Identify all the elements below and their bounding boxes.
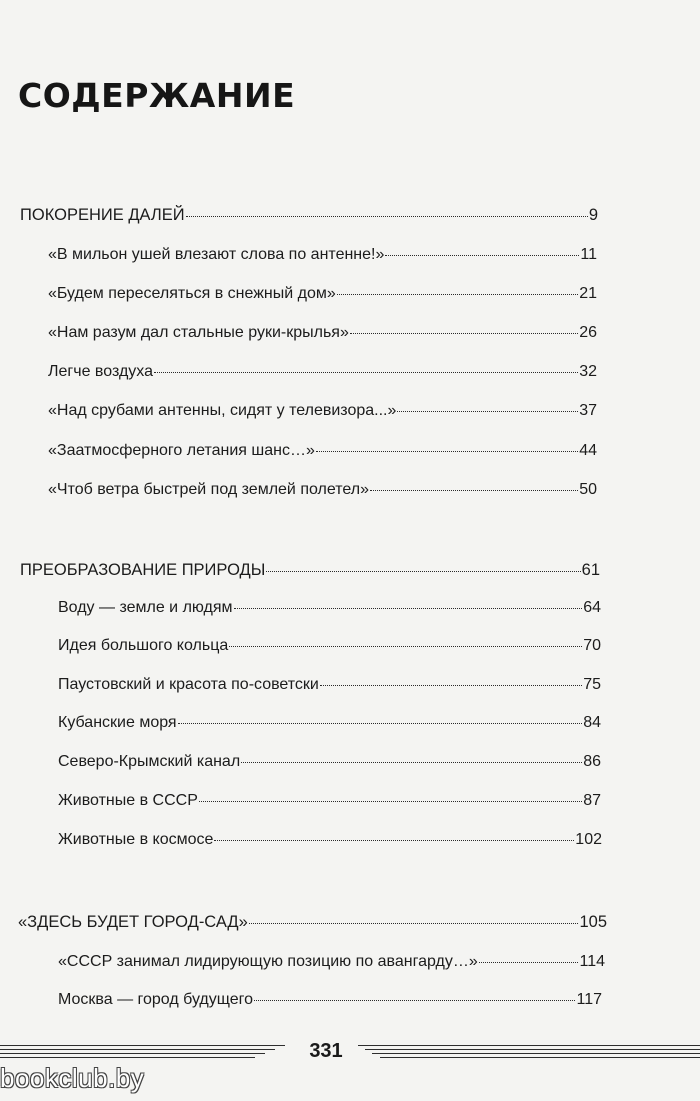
toc-item-title: «Будем переселяться в снежный дом» bbox=[48, 285, 336, 302]
toc-item[interactable] bbox=[48, 284, 597, 304]
footer-line bbox=[0, 1057, 255, 1058]
dot-leader bbox=[320, 685, 582, 686]
dot-leader bbox=[241, 762, 582, 763]
dot-leader bbox=[254, 1000, 575, 1001]
dot-leader bbox=[199, 801, 582, 802]
toc-page-number: 70 bbox=[583, 637, 601, 654]
toc-item[interactable] bbox=[58, 990, 602, 1010]
footer-line bbox=[365, 1049, 700, 1050]
toc-item-title: Легче воздуха bbox=[48, 363, 153, 380]
toc-page-number: 117 bbox=[576, 991, 602, 1008]
dot-leader bbox=[479, 962, 579, 963]
toc-item-title: Паустовский и красота по-советски bbox=[58, 676, 319, 693]
toc-page-number: 86 bbox=[583, 753, 601, 770]
toc-section-title: ПОКОРЕНИЕ ДАЛЕЙ bbox=[20, 206, 185, 224]
toc-item[interactable] bbox=[48, 441, 597, 461]
toc-page-number: 32 bbox=[579, 363, 597, 380]
dot-leader bbox=[229, 646, 582, 647]
toc-item[interactable] bbox=[58, 636, 601, 656]
toc-section[interactable] bbox=[20, 560, 600, 580]
dot-leader bbox=[266, 571, 580, 572]
toc-item-title: Северо-Крымский канал bbox=[58, 753, 241, 770]
toc-page-number: 87 bbox=[583, 792, 601, 809]
toc-item-title: Кубанские моря bbox=[58, 714, 177, 731]
toc-page-number: 75 bbox=[583, 676, 601, 693]
watermark: bookclub.by bbox=[0, 1063, 145, 1093]
toc-item-title: Животные в космосе bbox=[58, 831, 214, 848]
toc-item[interactable] bbox=[58, 675, 601, 695]
toc-page-number: 84 bbox=[583, 714, 601, 731]
dot-leader bbox=[178, 723, 583, 724]
toc-page-number: 44 bbox=[579, 442, 597, 459]
toc-page-number: 21 bbox=[579, 285, 597, 302]
toc-item-title: «СССР занимал лидирующую позицию по авангарду…» bbox=[58, 953, 478, 970]
toc-page-number: 102 bbox=[575, 831, 602, 848]
toc-section-title: ПРЕОБРАЗОВАНИЕ ПРИРОДЫ bbox=[20, 561, 266, 579]
dot-leader bbox=[350, 333, 578, 334]
footer-line bbox=[372, 1053, 700, 1054]
toc-item[interactable] bbox=[48, 323, 597, 343]
toc-item-title: Москва — город будущего bbox=[58, 991, 254, 1008]
page-title: СОДЕРЖАНИЕ bbox=[18, 76, 296, 115]
toc-item[interactable] bbox=[58, 791, 601, 811]
dot-leader bbox=[397, 411, 578, 412]
toc-item[interactable] bbox=[58, 713, 601, 733]
toc-page-number: 114 bbox=[579, 953, 605, 970]
dot-leader bbox=[385, 255, 579, 256]
toc-item-title: «Заатмосферного летания шанс…» bbox=[48, 442, 315, 459]
toc-item[interactable] bbox=[58, 598, 601, 618]
toc-item-title: «Чтоб ветра быстрей под землей полетел» bbox=[48, 481, 369, 498]
footer-line bbox=[0, 1045, 285, 1046]
toc-item[interactable] bbox=[58, 952, 605, 972]
dot-leader bbox=[154, 372, 578, 373]
toc-item-title: «Нам разум дал стальные руки-крылья» bbox=[48, 324, 349, 341]
toc-section[interactable] bbox=[18, 912, 607, 932]
toc-item-title: «В мильон ушей влезают слова по антенне!» bbox=[48, 246, 385, 263]
toc-item[interactable] bbox=[48, 245, 597, 265]
toc-page-number: 9 bbox=[588, 206, 598, 224]
toc-page-number: 64 bbox=[583, 599, 601, 616]
toc-page-number: 26 bbox=[579, 324, 597, 341]
toc-item-title: Животные в СССР bbox=[58, 792, 198, 809]
toc-item[interactable] bbox=[58, 752, 601, 772]
footer-line bbox=[0, 1049, 275, 1050]
toc-page-number: 37 bbox=[579, 402, 597, 419]
toc-page-number: 105 bbox=[579, 913, 607, 931]
toc-item[interactable] bbox=[48, 401, 597, 421]
toc-item[interactable] bbox=[48, 362, 597, 382]
toc-page-number: 11 bbox=[580, 246, 597, 263]
dot-leader bbox=[337, 294, 578, 295]
toc-item-title: Воду — земле и людям bbox=[58, 599, 233, 616]
toc-item[interactable] bbox=[58, 830, 602, 850]
toc-section-title: «ЗДЕСЬ БУДЕТ ГОРОД-САД» bbox=[18, 913, 248, 931]
dot-leader bbox=[214, 840, 574, 841]
dot-leader bbox=[234, 608, 583, 609]
page-number: 331 bbox=[309, 1040, 343, 1062]
dot-leader bbox=[370, 490, 578, 491]
dot-leader bbox=[316, 451, 578, 452]
footer-line bbox=[380, 1057, 700, 1058]
toc-item-title: Идея большого кольца bbox=[58, 637, 229, 654]
dot-leader bbox=[249, 923, 579, 924]
toc-page-number: 61 bbox=[581, 561, 600, 579]
dot-leader bbox=[186, 216, 588, 217]
footer-line bbox=[358, 1045, 700, 1046]
toc-item[interactable] bbox=[48, 480, 597, 500]
toc-section[interactable] bbox=[20, 205, 598, 225]
footer-line bbox=[0, 1053, 265, 1054]
toc-item-title: «Над срубами антенны, сидят у телевизора...» bbox=[48, 402, 397, 419]
toc-page-number: 50 bbox=[579, 481, 597, 498]
